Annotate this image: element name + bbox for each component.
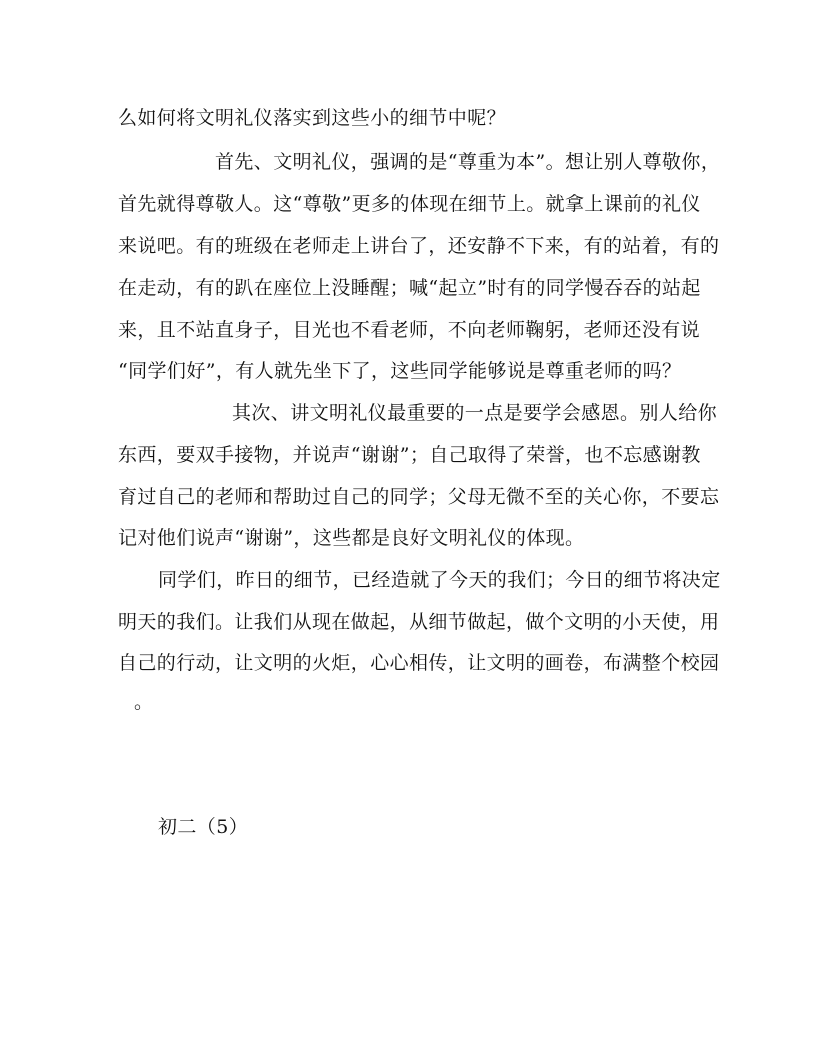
text-line-13: 明天的我们。让我们从现在做起，从细节做起，做个文明的小天使，用 [118,611,720,633]
text-line-15: 。 [134,691,154,713]
text-line-11: 记对他们说声“谢谢”，这些都是良好文明礼仪的体现。 [118,527,585,549]
text-line-10: 育过自己的老师和帮助过自己的同学；父母无微不至的关心你，不要忘 [118,486,720,508]
text-line-2: 首先、文明礼仪，强调的是“尊重为本”。想让别人尊敬你， [215,151,721,173]
text-line-7: “同学们好”，有人就先坐下了，这些同学能够说是尊重老师的吗？ [118,360,682,382]
text-line-5: 在走动，有的趴在座位上没睡醒；喊“起立”时有的同学慢吞吞的站起 [118,277,701,299]
text-line-12: 同学们，昨日的细节，已经造就了今天的我们；今日的细节将决定 [158,569,721,591]
text-line-3: 首先就得尊敬人。这“尊敬”更多的体现在细节上。就拿上课前的礼仪 [118,193,701,215]
text-line-6: 来，且不站直身子，目光也不看老师，不向老师鞠躬，老师还没有说 [118,319,701,341]
text-line-4: 来说吧。有的班级在老师走上讲台了，还安静不下来，有的站着，有的 [118,235,720,257]
text-line-1: 么如何将文明礼仪落实到这些小的细节中呢？ [118,107,507,129]
text-line-8: 其次、讲文明礼仪最重要的一点是要学会感恩。别人给你 [232,402,718,424]
class-signature: 初二（5） [158,816,249,838]
text-line-14: 自己的行动，让文明的火炬，心心相传，让文明的画卷，布满整个校园 [118,652,720,674]
text-line-9: 东西，要双手接物，并说声“谢谢”；自己取得了荣誉，也不忘感谢教 [118,444,701,466]
